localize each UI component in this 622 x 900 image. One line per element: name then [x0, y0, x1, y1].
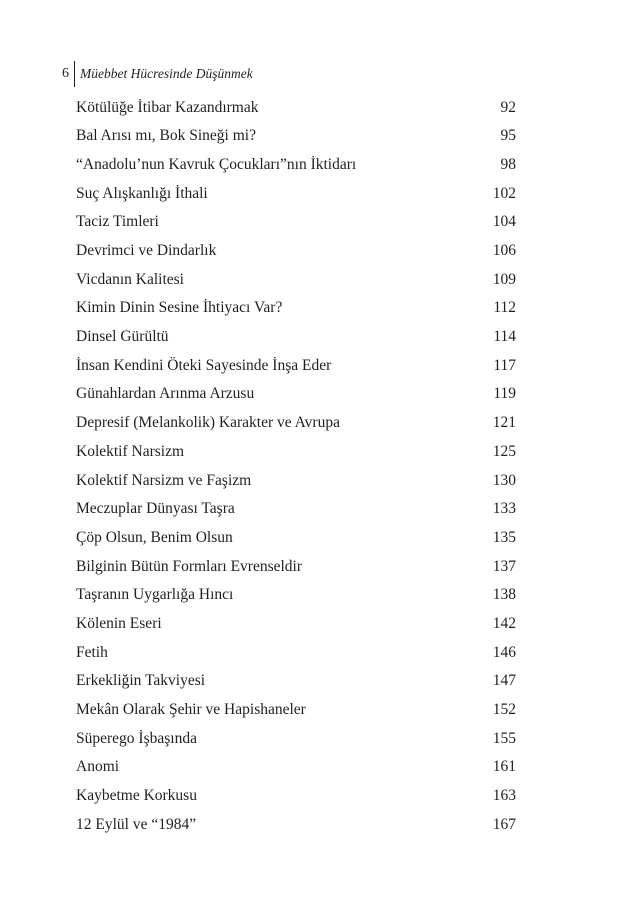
toc-entry-title: İnsan Kendini Öteki Sayesinde İnşa Eder	[76, 356, 332, 374]
toc-entry-title: Erkekliğin Takviyesi	[76, 672, 206, 690]
toc-entry	[76, 638, 516, 667]
toc-entry-page: 147	[492, 672, 516, 690]
toc-entry-page: 117	[493, 356, 516, 374]
toc-entry-title: Dinsel Gürültü	[76, 328, 169, 346]
toc-entry-title: Suç Alışkanlığı İthali	[76, 184, 208, 202]
toc-entry-page: 152	[492, 701, 516, 719]
toc-entry-page: 109	[492, 270, 516, 288]
toc-entry-title: Anomi	[76, 758, 120, 776]
book-title: Müebbet Hücresinde Düşünmek	[80, 66, 253, 82]
page-number: 6	[62, 66, 69, 81]
toc-entry	[76, 523, 516, 552]
toc-entry-page: 155	[492, 729, 516, 747]
toc-entry	[76, 409, 516, 438]
toc-entry-page: 95	[500, 127, 516, 145]
toc-entry-page: 92	[500, 98, 516, 116]
toc-entry	[76, 695, 516, 724]
toc-entry	[76, 495, 516, 524]
toc-entry-title: “Anadolu’nun Kavruk Çocukları”nın İktidarı	[76, 155, 357, 173]
toc-entry-page: 130	[492, 471, 516, 489]
toc-entry-page: 119	[493, 385, 516, 403]
toc-entry	[76, 753, 516, 782]
toc-entry-title: Bilginin Bütün Formları Evrenseldir	[76, 557, 303, 575]
toc-entry	[76, 724, 516, 753]
toc-entry	[76, 351, 516, 380]
header-divider	[74, 61, 75, 87]
toc-entry	[76, 208, 516, 237]
toc-entry-page: 138	[492, 586, 516, 604]
table-of-contents	[76, 93, 516, 839]
toc-entry-page: 163	[492, 787, 516, 805]
toc-entry-title: Bal Arısı mı, Bok Sineği mi?	[76, 127, 256, 145]
toc-entry	[76, 122, 516, 151]
running-header	[62, 61, 253, 87]
toc-entry	[76, 323, 516, 352]
toc-entry-title: Kölenin Eseri	[76, 614, 162, 632]
toc-entry-title: Kolektif Narsizm	[76, 442, 185, 460]
toc-entry	[76, 552, 516, 581]
toc-entry-title: Kaybetme Korkusu	[76, 787, 197, 805]
toc-entry	[76, 782, 516, 811]
toc-entry	[76, 609, 516, 638]
toc-entry	[76, 294, 516, 323]
toc-entry-page: 102	[492, 184, 516, 202]
toc-entry-page: 135	[492, 528, 516, 546]
toc-entry-title: Fetih	[76, 643, 108, 661]
toc-entry-title: Vicdanın Kalitesi	[76, 270, 184, 288]
toc-entry-page: 125	[492, 442, 516, 460]
toc-entry	[76, 265, 516, 294]
toc-entry-page: 114	[493, 328, 516, 346]
toc-entry-title: Günahlardan Arınma Arzusu	[76, 385, 255, 403]
toc-entry-title: Depresif (Melankolik) Karakter ve Avrupa	[76, 414, 340, 432]
toc-entry	[76, 437, 516, 466]
toc-entry-page: 121	[492, 414, 516, 432]
toc-entry-page: 142	[492, 614, 516, 632]
toc-entry-title: Taciz Timleri	[76, 213, 159, 231]
toc-entry-title: Devrimci ve Dindarlık	[76, 242, 217, 260]
toc-entry	[76, 150, 516, 179]
toc-entry-page: 106	[492, 242, 516, 260]
toc-entry-page: 133	[492, 500, 516, 518]
toc-entry-title: Meczuplar Dünyası Taşra	[76, 500, 235, 518]
toc-entry	[76, 93, 516, 122]
toc-entry	[76, 810, 516, 839]
toc-entry-page: 98	[500, 155, 516, 173]
toc-entry-page: 137	[492, 557, 516, 575]
toc-entry-title: Süperego İşbaşında	[76, 729, 197, 747]
toc-entry-page: 112	[493, 299, 516, 317]
toc-entry-page: 167	[492, 815, 516, 833]
toc-entry-title: Kimin Dinin Sesine İhtiyacı Var?	[76, 299, 283, 317]
toc-entry-title: Kötülüğe İtibar Kazandırmak	[76, 98, 259, 116]
toc-entry-page: 104	[492, 213, 516, 231]
toc-entry	[76, 667, 516, 696]
toc-entry-title: Mekân Olarak Şehir ve Hapishaneler	[76, 701, 306, 719]
toc-entry-page: 161	[492, 758, 516, 776]
toc-entry-title: 12 Eylül ve “1984”	[76, 815, 197, 833]
toc-entry-title: Kolektif Narsizm ve Faşizm	[76, 471, 252, 489]
toc-entry-title: Taşranın Uygarlığa Hıncı	[76, 586, 234, 604]
toc-entry-title: Çöp Olsun, Benim Olsun	[76, 528, 233, 546]
toc-entry	[76, 179, 516, 208]
toc-entry	[76, 581, 516, 610]
toc-entry	[76, 380, 516, 409]
toc-entry	[76, 466, 516, 495]
toc-entry	[76, 236, 516, 265]
toc-entry-page: 146	[492, 643, 516, 661]
